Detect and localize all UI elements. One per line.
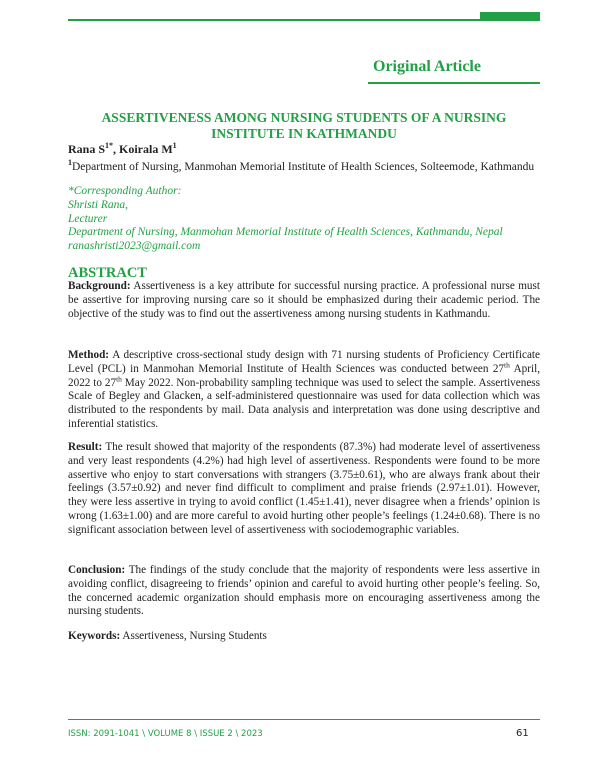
affiliation — [68, 156, 538, 174]
article-type-underline — [368, 82, 540, 84]
keywords — [68, 630, 540, 644]
result-label: Result: — [68, 441, 103, 453]
ordinal-suffix: th — [504, 360, 510, 370]
corresponding-label: *Corresponding Author: — [68, 185, 182, 197]
method-text: May 2022. Non-probability sampling technique was used to select the sample. Assertiveness Scale of Begley and Glacken, a self-administered questionnaire was used for data collection which was distributed to the respondents by mail. Data analysis and interpretation was done using descriptive and inferential statistics. — [68, 376, 541, 430]
article-type: Original Article — [373, 58, 481, 75]
corresponding-department: Department of Nursing, Manmohan Memorial Institute of Health Sciences, Kathmandu, Nepal — [68, 226, 503, 239]
corresponding-position: Lecturer — [68, 212, 108, 225]
background-text: Assertiveness is a key attribute for successful nursing practice. A professional nurse must be assertive for improving nursing care so it should be emphasized during their academic period. The objective of the study was to find out the assertiveness among nursing students in Kathmandu. — [68, 280, 540, 320]
author-list — [68, 141, 177, 157]
page-number: 61 — [516, 728, 529, 739]
affiliation-marker: 1 — [105, 141, 110, 150]
affiliation-text: Department of Nursing, Manmohan Memorial Institute of Health Sciences, Solteemode, Kathmandu — [72, 160, 535, 173]
method-text: April, 2022 to 27 — [68, 362, 540, 389]
abstract-background — [68, 280, 540, 321]
keywords-label: Keywords: — [68, 630, 121, 642]
ordinal-suffix: th — [116, 373, 122, 383]
corresponding-author-block — [68, 185, 538, 254]
article-title: ASSERTIVENESS AMONG NURSING STUDENTS OF A NURSING INSTITUTE IN KATHMANDU — [101, 110, 507, 141]
corresponding-name: Shristi Rana, — [68, 198, 129, 211]
abstract-conclusion — [68, 564, 540, 619]
author-separator: , — [113, 142, 120, 156]
header-rule — [68, 19, 480, 21]
author-name: Koirala M — [119, 142, 173, 156]
affiliation-number: 1 — [68, 158, 72, 167]
method-label: Method: — [68, 349, 110, 361]
footer-rule — [68, 719, 540, 720]
affiliation-marker: 1 — [172, 141, 177, 150]
conclusion-label: Conclusion: — [68, 564, 126, 576]
corresponding-email[interactable]: ranashristi2023@gmail.com — [68, 240, 201, 253]
conclusion-text: The findings of the study conclude that the majority of respondents were less assertive in avoiding conflict, disagreeing to friends’ opinion and careful to avoid hurting other people’s feeling. So, the concerned academic organization should emphasis more on encouraging assertiveness among the nursing students. — [68, 564, 540, 618]
header-accent-bar — [480, 12, 540, 21]
abstract-method — [68, 349, 540, 432]
abstract-result — [68, 441, 540, 538]
abstract-heading: ABSTRACT — [68, 265, 147, 281]
keywords-text: Assertiveness, Nursing Students — [120, 630, 267, 642]
result-text: The result showed that majority of the respondents (87.3%) had moderate level of assertiveness and very least respondents (4.2%) had high level of assertiveness. Respondents were found to be more assertive who enjoy to start conversations with strangers (3.75±0.61), who are always frank about their feelings (3.57±0.92) and never find difficult to compliment and praise friends (2.97±1.01). However, they were less assertive in trying to avoid conflict (1.45±1.41), never disagree when a friends’ opinion is wrong (1.63±1.00) and are more careful to avoid hurting other people’s feelings (1.24±0.68). There is no significant association between level of assertiveness with sociodemographic variables. — [68, 441, 540, 536]
footer-issn: ISSN: 2091-1041 \ VOLUME 8 \ ISSUE 2 \ 2023 — [68, 729, 263, 739]
author-name: Rana S — [68, 142, 106, 156]
background-label: Background: — [68, 280, 131, 292]
corresponding-marker: * — [109, 141, 114, 150]
method-text: A descriptive cross-sectional study design with 71 nursing students of Proficiency Certificate Level (PCL) in Manmohan Memorial Institute of Health Sciences was conducted between 27 — [68, 349, 540, 375]
